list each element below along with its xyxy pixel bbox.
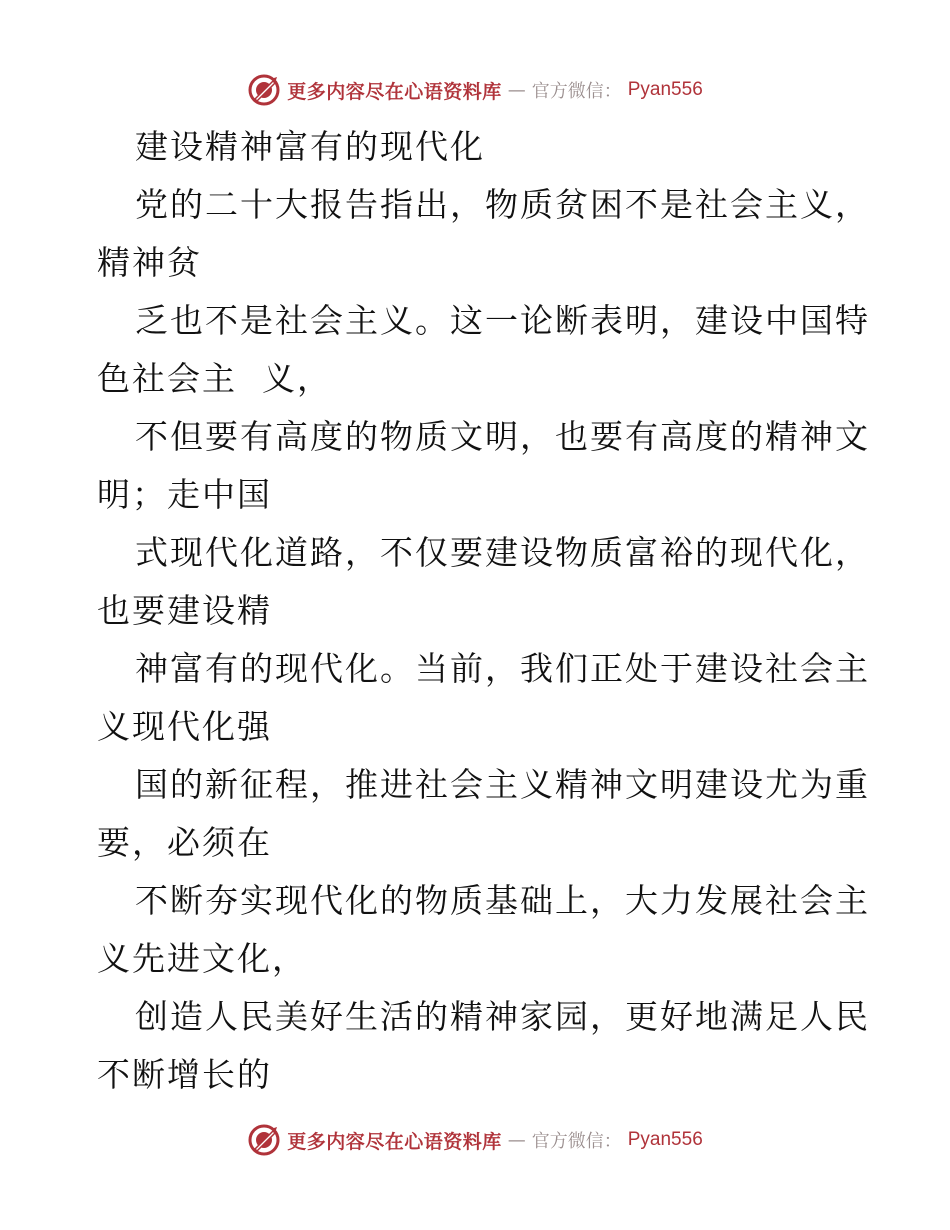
text-line-10: 义现代化强 [97, 707, 272, 746]
text-line-8: 也要建设精 [97, 591, 272, 630]
banner-dash: — [507, 79, 526, 101]
text-line-5: 不但要有高度的物质文明，也要有高度的精神文 [135, 417, 870, 456]
banner-dash: — [507, 1129, 526, 1151]
text-line-15: 创造人民美好生活的精神家园，更好地满足人民 [135, 997, 870, 1036]
text-line-11: 国的新征程，推进社会主义精神文明建设尤为重 [135, 765, 870, 804]
pen-logo-icon [247, 1123, 281, 1157]
text-line-14: 义先进文化， [97, 939, 307, 978]
text-line-1: 党的二十大报告指出，物质贫困不是社会主义， [135, 185, 870, 224]
text-line-4: 色社会主 义， [97, 359, 332, 398]
text-line-16: 不断增长的 [97, 1055, 272, 1094]
text-line-7: 式现代化道路，不仅要建设物质富裕的现代化， [135, 533, 870, 572]
banner-wechat-label: 官方微信： [531, 1131, 622, 1152]
pen-logo-icon [247, 73, 281, 107]
banner-main-text: 更多内容尽在心语资料库 [287, 1130, 502, 1153]
banner-wechat-id: Pyan556 [627, 1129, 703, 1150]
document-title: 建设精神富有的现代化 [135, 127, 485, 166]
text-line-2: 精神贫 [97, 243, 202, 282]
text-line-13: 不断夯实现代化的物质基础上，大力发展社会主 [135, 881, 870, 920]
text-line-3: 乏也不是社会主义。这一论断表明，建设中国特 [135, 301, 870, 340]
header-banner [0, 70, 950, 110]
banner-wechat-label: 官方微信： [531, 81, 622, 102]
text-line-9: 神富有的现代化。当前，我们正处于建设社会主 [135, 649, 870, 688]
banner-main-text: 更多内容尽在心语资料库 [287, 80, 502, 103]
document-body [97, 118, 870, 1104]
text-line-12: 要，必须在 [97, 823, 272, 862]
footer-banner [0, 1120, 950, 1160]
banner-wechat-id: Pyan556 [627, 79, 703, 100]
text-line-6: 明；走中国 [97, 475, 272, 514]
